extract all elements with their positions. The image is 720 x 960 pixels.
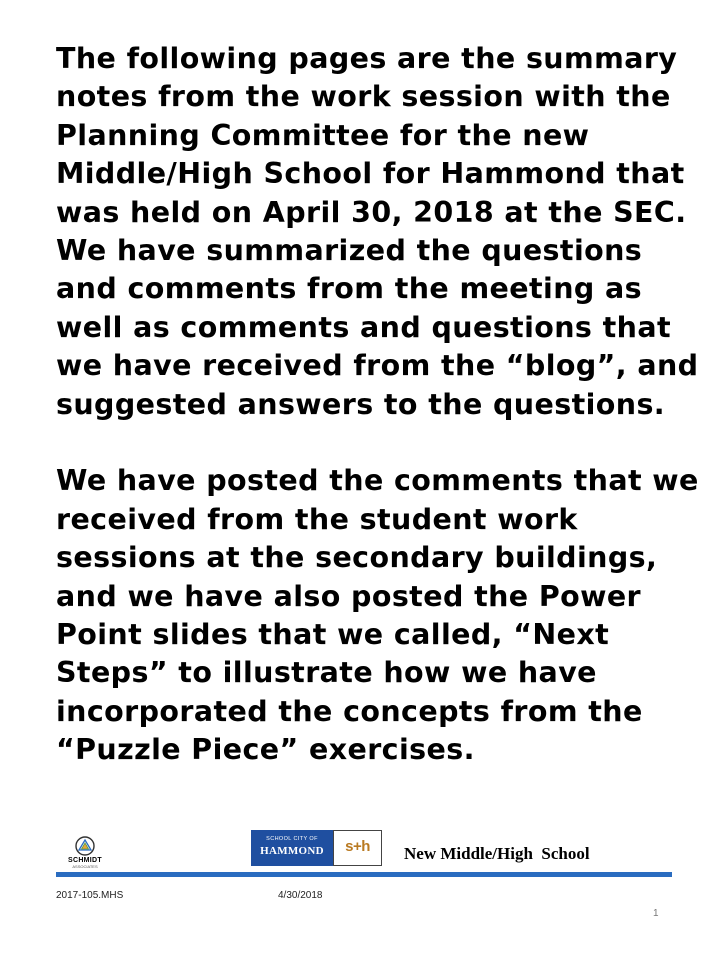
schmidt-logo <box>58 836 112 876</box>
paragraph-posted: We have posted the comments that we received from the student work sessions at the secondary buildings, and we have also posted the Power Point slides that we called, “Next Steps” to illustrate how we have incorporated the concepts from the “Puzzle Piece” exercises. <box>56 464 699 767</box>
document-body <box>56 40 706 770</box>
page-number: 1 <box>653 908 659 919</box>
hammond-logo-main: HAMMOND <box>260 845 324 857</box>
schmidt-triangle-icon <box>74 836 96 856</box>
paragraph-intro: The following pages are the summary notes from the work session with the Planning Committee for the new Middle/High School for Hammond that was held on April 30, 2018 at the SEC. <box>56 42 687 229</box>
paragraph-summary: We have summarized the questions and comments from the meeting as well as comments and questions that we have received from the “blog”, and suggested answers to the questions. <box>56 234 699 421</box>
footer-rule <box>56 872 672 877</box>
footer-logos <box>0 828 720 878</box>
sh-logo: s+h <box>333 830 382 866</box>
hammond-logo-top: SCHOOL CITY OF <box>266 836 318 842</box>
schmidt-logo-label: SCHMIDT <box>68 857 102 864</box>
document-code: 2017-105.MHS <box>56 890 124 901</box>
hammond-logo <box>251 830 333 866</box>
document-date: 4/30/2018 <box>278 890 323 901</box>
project-title: New Middle/High School <box>404 844 590 863</box>
schmidt-logo-sub: ASSOCIATES <box>72 864 98 869</box>
